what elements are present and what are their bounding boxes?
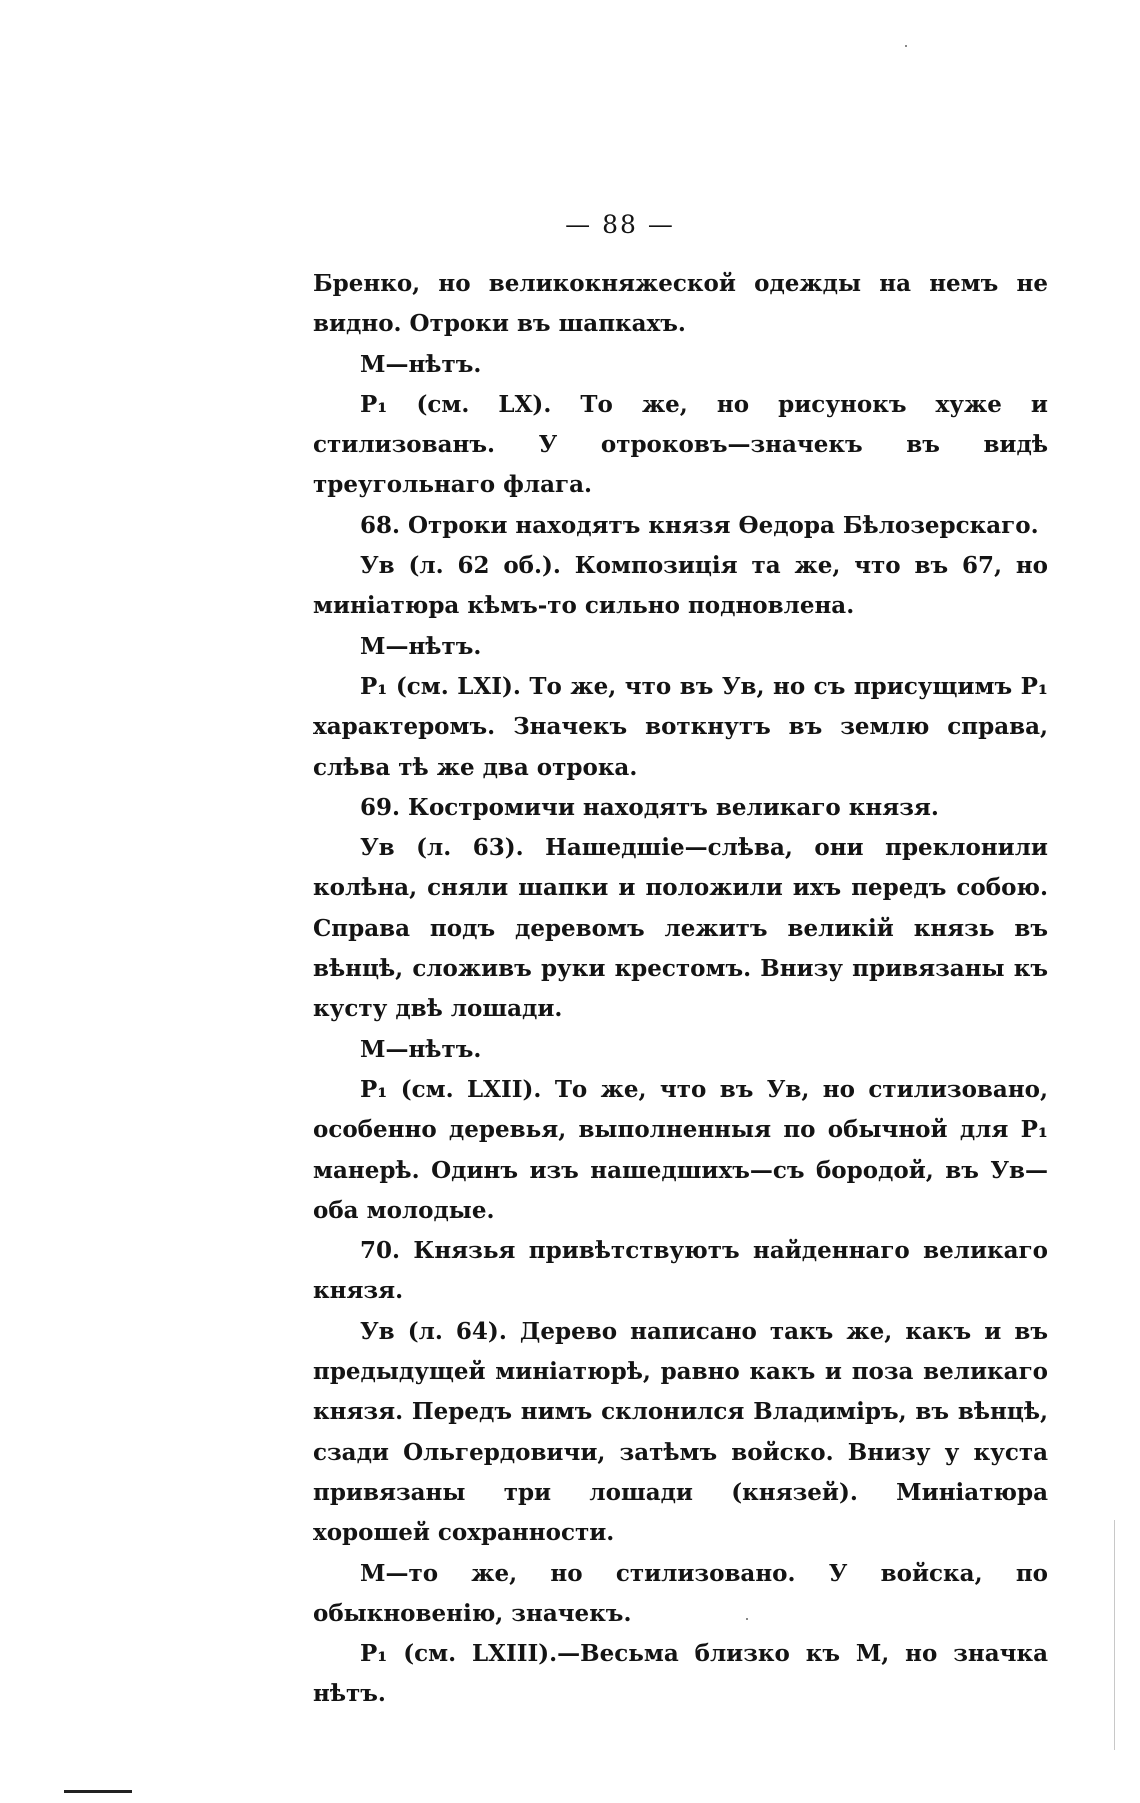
scan-artifact-mark	[64, 1790, 132, 1793]
section-heading-68: 68. Отроки находятъ князя Ѳедора Бѣлозерскаго.	[360, 511, 1039, 539]
page-number: — 88 —	[565, 210, 675, 239]
paragraph: P₁ (см. LXIII).—Весьма близко къ М, но значка нѣтъ.	[313, 1640, 1048, 1708]
paragraph: М—нѣтъ.	[360, 632, 482, 660]
section-heading-70: 70. Князья привѣтствуютъ найденнаго великаго князя.	[313, 1237, 1048, 1305]
scan-artifact-dot	[746, 1618, 748, 1620]
paragraph: P₁ (см. LX). То же, но рисунокъ хуже и стилизованъ. У отроковъ—значекъ въ видѣ треугольнаго флага.	[313, 390, 1048, 499]
scan-artifact-edge	[1114, 1520, 1115, 1750]
paragraph: Ув (л. 62 об.). Композиція та же, что въ 67, но миніатюра кѣмъ-то сильно подновлена.	[313, 552, 1048, 620]
scan-artifact-dot	[905, 45, 907, 47]
paragraph: М—нѣтъ.	[360, 350, 482, 378]
paragraph: P₁ (см. LXII). То же, что въ Ув, но стилизовано, особенно деревья, выполненныя по обычной для P₁ манерѣ. Одинъ изъ нашедшихъ—съ бородой, въ Ув—оба молодые.	[313, 1075, 1048, 1224]
paragraph-continuation: Бренко, но великокняжеской одежды на немъ не видно. Отроки въ шапкахъ.	[313, 270, 1048, 338]
paragraph: P₁ (см. LXI). То же, что въ Ув, но съ присущимъ P₁ характеромъ. Значекъ воткнутъ въ землю справа, слѣва тѣ же два отрока.	[313, 672, 1048, 781]
section-heading-69: 69. Костромичи находятъ великаго князя.	[360, 793, 939, 821]
paragraph: Ув (л. 63). Нашедшіе—слѣва, они преклонили колѣна, сняли шапки и положили ихъ передъ собою. Справа подъ деревомъ лежитъ великій князь въ вѣнцѣ, сложивъ руки крестомъ. Внизу привязаны къ кусту двѣ лошади.	[313, 834, 1048, 1023]
paragraph: Ув (л. 64). Дерево написано такъ же, какъ и въ предыдущей миніатюрѣ, равно какъ и поза великаго князя. Передъ нимъ склонился Владиміръ, въ вѣнцѣ, сзади Ольгердовичи, затѣмъ войско. Внизу у куста привязаны три лошади (князей). Миніатюра хорошей сохранности.	[313, 1317, 1048, 1547]
page-body	[313, 264, 1048, 1715]
paragraph: М—нѣтъ.	[360, 1035, 482, 1063]
paragraph: М—то же, но стилизовано. У войска, по обыкновенію, значекъ.	[313, 1559, 1048, 1627]
